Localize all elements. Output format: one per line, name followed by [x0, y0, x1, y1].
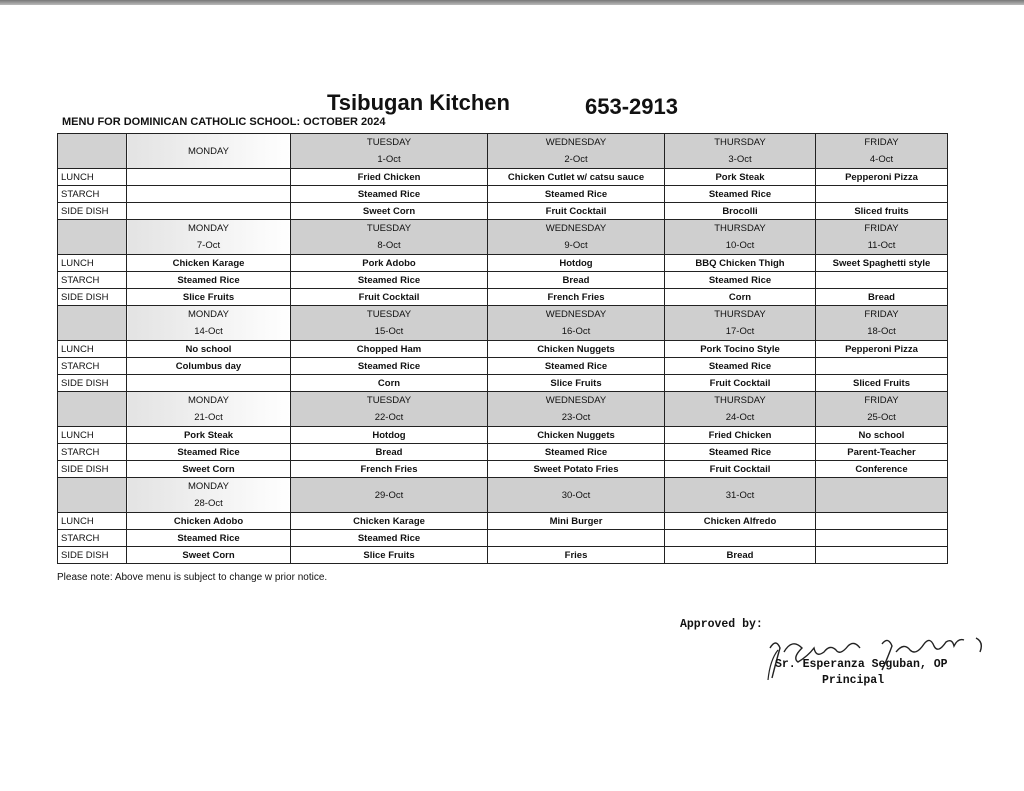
day-name: TUESDAY: [366, 395, 412, 406]
menu-cell: [127, 169, 291, 186]
day-date: 10-Oct: [725, 240, 755, 251]
day-header-cell: [816, 134, 948, 169]
day-name: THURSDAY: [714, 223, 766, 234]
day-name: FRIDAY: [864, 395, 899, 406]
menu-cell: BBQ Chicken Thigh: [665, 255, 816, 272]
day-header-cell: [127, 306, 291, 341]
menu-cell: Slice Fruits: [127, 289, 291, 306]
menu-cell: [816, 530, 948, 547]
menu-cell: [816, 272, 948, 289]
menu-cell: Pork Steak: [665, 169, 816, 186]
menu-cell: Sweet Potato Fries: [488, 461, 665, 478]
day-name: MONDAY: [188, 223, 229, 234]
day-header-cell: [291, 306, 488, 341]
row-label: LUNCH: [58, 341, 127, 358]
header-corner-cell: [58, 478, 127, 513]
menu-cell: Chicken Karage: [291, 513, 488, 530]
menu-cell: Pepperoni Pizza: [816, 169, 948, 186]
week-header-row: [58, 392, 948, 427]
day-name: WEDNESDAY: [545, 137, 607, 148]
menu-cell: Steamed Rice: [291, 530, 488, 547]
menu-cell: Chicken Cutlet w/ catsu sauce: [488, 169, 665, 186]
day-header-cell: [816, 306, 948, 341]
menu-cell: Columbus day: [127, 358, 291, 375]
menu-cell: Sliced fruits: [816, 203, 948, 220]
menu-cell: [665, 530, 816, 547]
menu-cell: Steamed Rice: [665, 444, 816, 461]
day-header-cell: [488, 134, 665, 169]
day-date: 3-Oct: [728, 154, 752, 165]
menu-cell: Fries: [488, 547, 665, 564]
menu-cell: No school: [816, 427, 948, 444]
day-date: 1-Oct: [377, 154, 401, 165]
menu-cell: Slice Fruits: [291, 547, 488, 564]
menu-row-starch: [58, 358, 948, 375]
day-date: 28-Oct: [194, 498, 223, 509]
row-label: SIDE DISH: [58, 375, 127, 392]
menu-cell: Bread: [488, 272, 665, 289]
menu-cell: Chopped Ham: [291, 341, 488, 358]
week-header-row: [58, 220, 948, 255]
day-date: 4-Oct: [869, 154, 894, 165]
row-label: LUNCH: [58, 169, 127, 186]
menu-cell: Slice Fruits: [488, 375, 665, 392]
menu-cell: Steamed Rice: [291, 272, 488, 289]
day-date: 21-Oct: [194, 412, 223, 423]
menu-cell: Fruit Cocktail: [665, 461, 816, 478]
row-label: STARCH: [58, 530, 127, 547]
menu-cell: Pork Tocino Style: [665, 341, 816, 358]
row-label: SIDE DISH: [58, 461, 127, 478]
menu-cell: Bread: [291, 444, 488, 461]
day-date: 2-Oct: [564, 154, 588, 165]
menu-cell: Bread: [816, 289, 948, 306]
day-header-cell: [665, 220, 816, 255]
menu-cell: Steamed Rice: [488, 444, 665, 461]
day-date: 17-Oct: [725, 326, 755, 337]
menu-cell: Fried Chicken: [291, 169, 488, 186]
day-name: MONDAY: [188, 309, 229, 320]
menu-cell: [127, 186, 291, 203]
menu-cell: Parent-Teacher: [816, 444, 948, 461]
menu-cell: Sweet Corn: [291, 203, 488, 220]
day-date: 18-Oct: [867, 326, 896, 337]
day-header-cell: [816, 392, 948, 427]
day-name: MONDAY: [188, 395, 229, 406]
header-corner-cell: [58, 306, 127, 341]
menu-cell: French Fries: [488, 289, 665, 306]
day-date: 16-Oct: [561, 326, 591, 337]
menu-cell: Steamed Rice: [665, 186, 816, 203]
menu-cell: Hotdog: [291, 427, 488, 444]
menu-cell: [488, 530, 665, 547]
menu-table: [57, 133, 948, 564]
menu-cell: Bread: [665, 547, 816, 564]
day-date: 24-Oct: [725, 412, 755, 423]
row-label: SIDE DISH: [58, 547, 127, 564]
menu-cell: [816, 547, 948, 564]
day-date: 14-Oct: [194, 326, 223, 337]
week-header-row: [58, 306, 948, 341]
menu-row-lunch: [58, 169, 948, 186]
menu-row-lunch: [58, 427, 948, 444]
phone-number: 653-2913: [585, 94, 678, 119]
menu-subtitle: MENU FOR DOMINICAN CATHOLIC SCHOOL: OCTOBER 2024: [62, 116, 386, 128]
week-header-row: [58, 478, 948, 513]
day-name: MONDAY: [188, 481, 229, 492]
menu-cell: Conference: [816, 461, 948, 478]
day-header-cell: [291, 478, 488, 513]
signatory-title: Principal: [822, 674, 885, 687]
menu-cell: Sweet Corn: [127, 461, 291, 478]
page-title: Tsibugan Kitchen: [327, 90, 510, 115]
day-date: 31-Oct: [725, 489, 755, 501]
row-label: LUNCH: [58, 513, 127, 530]
day-header-cell: [665, 392, 816, 427]
menu-row-lunch: [58, 255, 948, 272]
menu-cell: [816, 186, 948, 203]
menu-cell: [816, 358, 948, 375]
day-name: THURSDAY: [714, 395, 766, 406]
day-name: TUESDAY: [366, 309, 412, 320]
scan-top-border: [0, 0, 1024, 5]
menu-row-lunch: [58, 341, 948, 358]
menu-cell: Steamed Rice: [291, 358, 488, 375]
menu-row-starch: [58, 186, 948, 203]
day-header-cell: [665, 306, 816, 341]
day-name: FRIDAY: [864, 137, 899, 148]
day-name: FRIDAY: [864, 309, 899, 320]
menu-row-starch: [58, 272, 948, 289]
menu-cell: Steamed Rice: [665, 272, 816, 289]
row-label: SIDE DISH: [58, 289, 127, 306]
menu-row-side: [58, 547, 948, 564]
menu-row-starch: [58, 530, 948, 547]
menu-cell: Steamed Rice: [291, 186, 488, 203]
menu-cell: Fruit Cocktail: [291, 289, 488, 306]
day-name: THURSDAY: [714, 309, 766, 320]
day-header-cell: [127, 134, 291, 169]
menu-row-starch: [58, 444, 948, 461]
menu-cell: Steamed Rice: [127, 530, 291, 547]
row-label: SIDE DISH: [58, 203, 127, 220]
day-name: FRIDAY: [864, 223, 899, 234]
day-date: 7-Oct: [196, 240, 221, 251]
day-header-cell: [488, 220, 665, 255]
menu-cell: Pork Steak: [127, 427, 291, 444]
menu-note: Please note: Above menu is subject to change w prior notice.: [57, 572, 328, 583]
day-header-cell: [816, 220, 948, 255]
menu-row-side: [58, 461, 948, 478]
menu-row-side: [58, 289, 948, 306]
day-date: 29-Oct: [374, 489, 404, 501]
menu-cell: Chicken Alfredo: [665, 513, 816, 530]
day-header-cell: [291, 220, 488, 255]
day-header-cell: [488, 392, 665, 427]
day-header-cell: [816, 478, 948, 513]
day-date: 8-Oct: [377, 240, 401, 251]
menu-cell: Mini Burger: [488, 513, 665, 530]
menu-cell: Steamed Rice: [127, 444, 291, 461]
menu-cell: [127, 375, 291, 392]
row-label: STARCH: [58, 358, 127, 375]
day-date: 9-Oct: [564, 240, 588, 251]
day-header-cell: [127, 392, 291, 427]
day-name: WEDNESDAY: [545, 395, 607, 406]
menu-row-side: [58, 203, 948, 220]
week-header-row: [58, 134, 948, 169]
menu-cell: Hotdog: [488, 255, 665, 272]
menu-cell: [127, 203, 291, 220]
menu-cell: Chicken Karage: [127, 255, 291, 272]
day-name: TUESDAY: [366, 223, 412, 234]
row-label: LUNCH: [58, 427, 127, 444]
menu-cell: Sweet Spaghetti style: [816, 255, 948, 272]
day-header-cell: [291, 392, 488, 427]
menu-row-side: [58, 375, 948, 392]
signatory-name: Sr. Esperanza Seguban, OP: [775, 658, 948, 671]
day-name: WEDNESDAY: [545, 309, 607, 320]
menu-cell: Chicken Adobo: [127, 513, 291, 530]
header-corner-cell: [58, 134, 127, 169]
menu-cell: Fried Chicken: [665, 427, 816, 444]
menu-cell: Steamed Rice: [488, 358, 665, 375]
menu-cell: [816, 513, 948, 530]
menu-cell: French Fries: [291, 461, 488, 478]
day-date: 15-Oct: [374, 326, 404, 337]
day-header-cell: [665, 478, 816, 513]
row-label: STARCH: [58, 186, 127, 203]
day-name: WEDNESDAY: [545, 223, 607, 234]
day-date: 11-Oct: [867, 240, 896, 251]
menu-cell: Fruit Cocktail: [665, 375, 816, 392]
menu-cell: Pepperoni Pizza: [816, 341, 948, 358]
header-corner-cell: [58, 220, 127, 255]
menu-cell: Sliced Fruits: [816, 375, 948, 392]
day-name: TUESDAY: [366, 137, 412, 148]
day-date: 23-Oct: [561, 412, 591, 423]
header-corner-cell: [58, 392, 127, 427]
day-header-cell: [291, 134, 488, 169]
day-date: 30-Oct: [561, 489, 591, 501]
menu-cell: Steamed Rice: [488, 186, 665, 203]
menu-cell: Pork Adobo: [291, 255, 488, 272]
day-date: 25-Oct: [867, 412, 896, 423]
menu-cell: Corn: [291, 375, 488, 392]
menu-row-lunch: [58, 513, 948, 530]
day-header-cell: [127, 478, 291, 513]
menu-cell: Fruit Cocktail: [488, 203, 665, 220]
day-name: MONDAY: [188, 145, 229, 157]
menu-cell: No school: [127, 341, 291, 358]
day-header-cell: [488, 306, 665, 341]
menu-cell: Steamed Rice: [127, 272, 291, 289]
row-label: STARCH: [58, 272, 127, 289]
day-header-cell: [488, 478, 665, 513]
menu-cell: Brocolli: [665, 203, 816, 220]
day-header-cell: [665, 134, 816, 169]
row-label: STARCH: [58, 444, 127, 461]
approved-by-label: Approved by:: [680, 618, 763, 631]
day-date: 22-Oct: [374, 412, 404, 423]
menu-cell: Sweet Corn: [127, 547, 291, 564]
menu-cell: Steamed Rice: [665, 358, 816, 375]
menu-cell: Chicken Nuggets: [488, 427, 665, 444]
row-label: LUNCH: [58, 255, 127, 272]
day-name: THURSDAY: [714, 137, 766, 148]
day-header-cell: [127, 220, 291, 255]
menu-cell: Corn: [665, 289, 816, 306]
menu-cell: Chicken Nuggets: [488, 341, 665, 358]
